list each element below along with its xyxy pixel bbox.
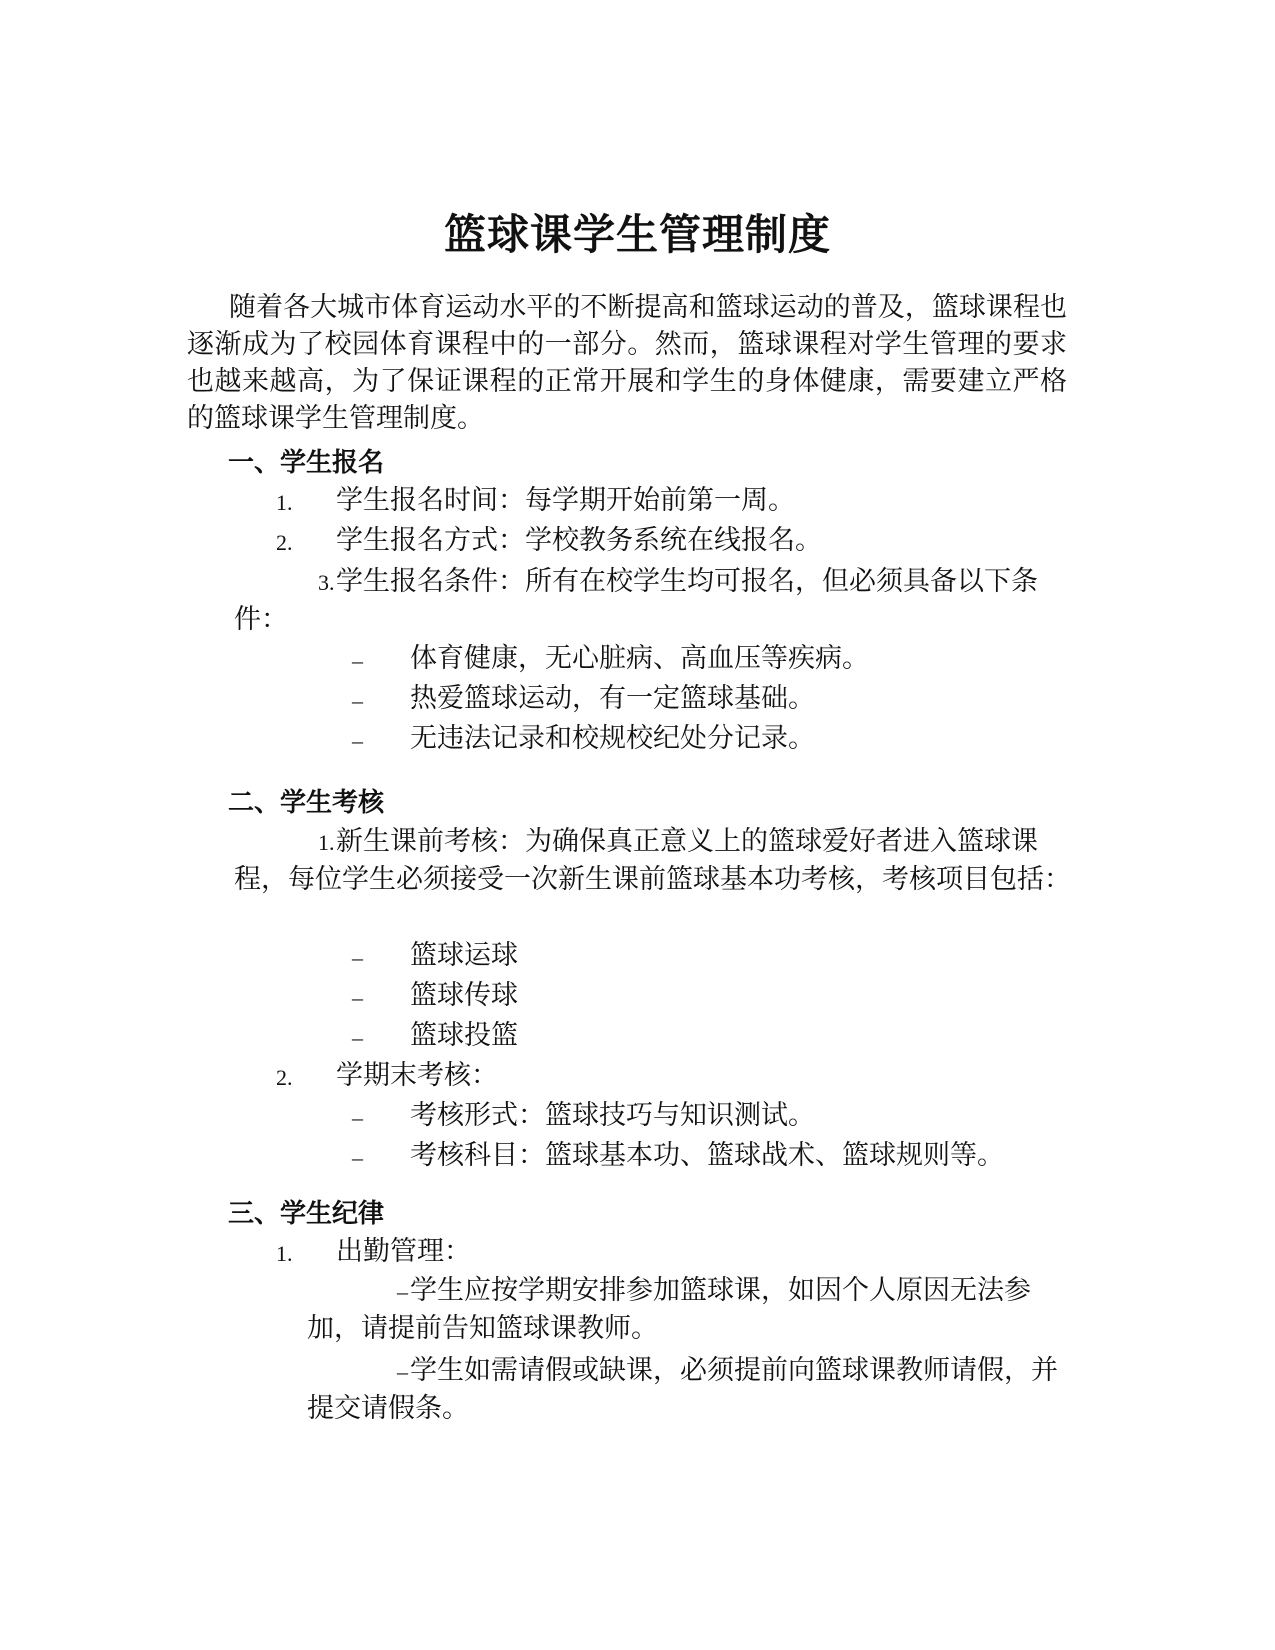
list-number: 3. (318, 570, 335, 595)
dash-bullet: – (352, 648, 363, 673)
list-item-text: 新生课前考核：为确保真正意义上的篮球爱好者进入篮球课程，每位学生必须接受一次新生课前篮球基本功考核，考核项目包括： (234, 826, 1071, 895)
list-number: 2. (276, 1065, 293, 1090)
section-heading-discipline: 三、学生纪律 (228, 1199, 385, 1229)
list-number: 1. (276, 490, 293, 515)
sub-item-text: 无违法记录和校规校纪处分记录。 (410, 723, 815, 754)
dash-bullet: – (352, 1145, 363, 1170)
list-item-text: 学生报名时间：每学期开始前第一周。 (336, 485, 795, 516)
sub-item-text: 体育健康，无心脏病、高血压等疾病。 (410, 643, 869, 674)
list-item-text: 学生报名条件：所有在校学生均可报名，但必须具备以下条件： (234, 566, 1038, 635)
dash-bullet: – (352, 1105, 363, 1130)
dash-bullet: – (352, 985, 363, 1010)
dash-bullet: – (352, 945, 363, 970)
list-item-wrapped (234, 823, 1074, 898)
list-number: 1. (276, 1241, 293, 1266)
dash-bullet: – (352, 688, 363, 713)
sub-item-text: 热爱篮球运动，有一定篮球基础。 (410, 683, 815, 714)
dash-bullet: – (397, 1279, 408, 1304)
list-item-text: 学期末考核： (336, 1060, 498, 1091)
sub-item-text: 篮球传球 (410, 980, 518, 1011)
dash-bullet: – (352, 1025, 363, 1050)
document-title: 篮球课学生管理制度 (443, 210, 831, 259)
sub-item-text: 学生应按学期安排参加篮球课，如因个人原因无法参加，请提前告知篮球课教师。 (307, 1275, 1031, 1344)
list-number: 2. (276, 530, 293, 555)
list-number: 1. (318, 830, 335, 855)
sub-item-text: 考核形式：篮球技巧与知识测试。 (410, 1100, 815, 1131)
list-item-wrapped (234, 563, 1059, 638)
sub-item-wrapped (307, 1272, 1072, 1347)
sub-item-text: 学生如需请假或缺课，必须提前向篮球课教师请假，并提交请假条。 (307, 1355, 1058, 1424)
sub-item-wrapped (307, 1352, 1072, 1427)
sub-item-text: 考核科目：篮球基本功、篮球战术、篮球规则等。 (410, 1140, 1004, 1171)
dash-bullet: – (397, 1359, 408, 1384)
list-item-text: 出勤管理： (336, 1236, 471, 1267)
intro-paragraph: 随着各大城市体育运动水平的不断提高和篮球运动的普及，篮球课程也逐渐成为了校园体育课程中的一部分。然而，篮球课程对学生管理的要求也越来越高，为了保证课程的正常开展和学生的身体健康，需要建立严格的篮球课学生管理制度。 (187, 292, 1067, 434)
list-item-text: 学生报名方式：学校教务系统在线报名。 (336, 525, 822, 556)
dash-bullet: – (352, 728, 363, 753)
sub-item-text: 篮球运球 (410, 940, 518, 971)
sub-item-text: 篮球投篮 (410, 1020, 518, 1051)
section-heading-assessment: 二、学生考核 (228, 788, 385, 818)
section-heading-enrollment: 一、学生报名 (228, 448, 385, 478)
